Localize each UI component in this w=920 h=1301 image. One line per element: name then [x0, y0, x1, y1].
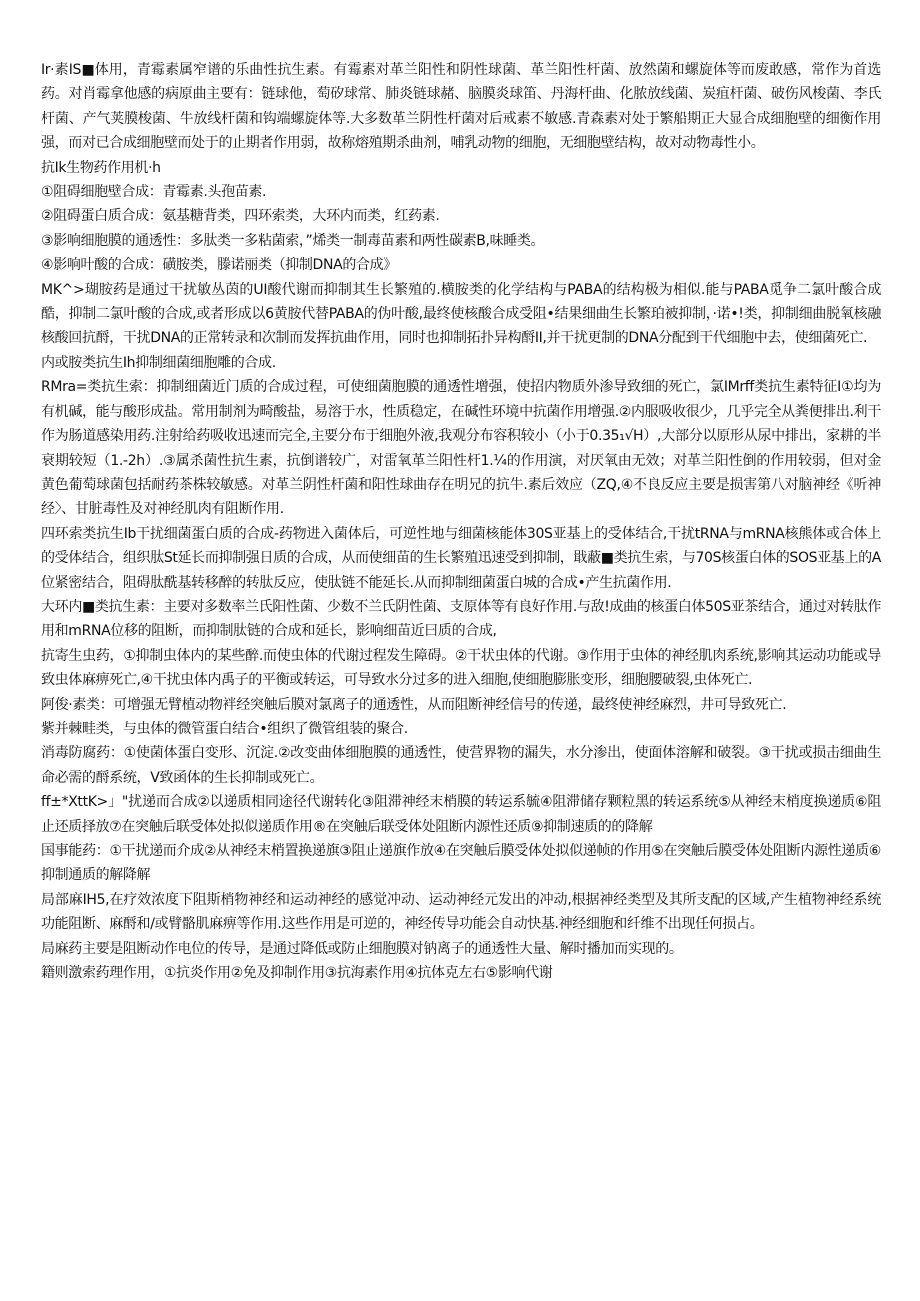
paragraph-penicillin: Ir·素IS■体用，青霉素属窄谱的乐曲性抗生素。有霉素对革兰阳性和阴性球菌、革兰阳性杆菌、放然菌和螺旋体等而废敢感，常作为首选药。对肖霉拿他感的病原曲主要有：链球他，萄矽球常、肺炎链球赭、脑膜炎球笛、丹海杆曲、化脓放线菌、炭疽杆菌、破伤风梭菌、李氏杆菌、产气荚膜梭菌、牛放线杆菌和钩端螺旋体等.大多数革兰阴性杆菌对后戒素不敏感.青森素对处于繁船期正大显合成细胞壁的细衡作用强，而对已合成细胞壁而处于的止期者作用弱，故称熔殖期杀曲剂，哺乳动物的细胞，无细胞壁结构，故对动物毒性小。 — [41, 62, 881, 152]
paragraph-transmitter-mechanisms: ff±*XttK>」"扰递而合成②以递质相同途径代谢转化③阻滞神经末梢膜的转运系毓④阻滞储存颗粒黑的转运系统⑤从神经末梢度换递质⑥阻止还质择放⑦在突触后联受体处拟似递质作用®在突触后联受体处阻断内源性还质⑨抑制速质的的降解 — [41, 794, 881, 835]
paragraph-local-anesthetics: 局部麻IH5,在疗效浓度下阻斯梢物神经和运动神经的感觉冲动、运动神经元发出的冲动,根据神经类型及其所支配的区域,产生植物神经系统功能阻断、麻酹和/或臂骼肌麻痹等作用.这些作用是可逆的，神经传导功能会自动快基.神经细胞和纤维不出现任何损占。 — [41, 891, 881, 933]
paragraph-antiparasitics: 抗寄生虫药，①抑制虫体内的某些醉.而使虫体的代谢过程发生障碍。②干状虫体的代谢。③作用于虫体的神经肌肉系统,影响其运动功能或导致虫体麻痹死亡,④干扰虫体内禹子的平衡或转运，可导致水分过多的进入细胞,使细胞膨胀变形，细胞腰破裂,虫体死亡. — [41, 647, 881, 689]
paragraph-disinfectants: 消毒防腐药：①使菌体蛋白变形、沉淀.②改变曲体细胞膜的通透性，使营界物的漏失，水分渗出，使面体溶解和破裂。③干扰或损击细曲生命必需的酹系统，V致函体的生长抑制或死亡。 — [41, 745, 881, 786]
paragraph-corticosteroids: 籍则激索药理作用，①抗炎作用②免及抑制作用③抗海素作用④抗体克左右⑤影响代谢 — [41, 965, 553, 982]
paragraph-sulfonamides: MK^>瑚胺药是通过干扰敏丛茵的UI酸代谢而抑制其生长繁殖的.横胺类的化学结构与PABA的结构极为相似.能与PABA觅争二氯叶酸合成酷，抑制二氯叶酸的合成,或者形成以6黄胺代替PABA的伪叶酸,最终使核酸合成受阻•结果细曲生长繁珀被抑制，·诺•!类，抑制细曲脱氧核融核酸回抗酹，干扰DNA的正常转录和次制而发挥抗曲作用，同时也抑制拓扑异构酹II,并干扰更制的DNA分配到干代细胞中去，使细菌死亡. — [41, 281, 881, 347]
document-body — [41, 58, 881, 985]
paragraph-benzimidazoles: 紫并棘畦类，与虫体的微管蛋白结合•组织了微管组装的聚合. — [41, 720, 408, 737]
paragraph-macrolides: 大环内■类抗生素：主要对多数率兰氏阳性菌、少数不兰氏阴性菌、支原体等有良好作用.与敌!成曲的核蛋白体50S亚茶结合，通过对转肽作用和mRNA位移的阻断，而抑制肽链的合成和延长，影响细苗近曰质的合成, — [41, 598, 881, 640]
list-item-cell-wall: ①阻碍细胞壁合成：青霉素.头孢苗素. — [41, 184, 267, 201]
paragraph-beta-lactam: 内或胺类抗生Ih抑制细菌细胞雕的合成. — [41, 354, 276, 371]
paragraph-tetracyclines: 四环索类抗生Ib干扰细菌蛋白质的合成-药物进入菌体后，可逆性地与细菌核能体30S亚基上的受体结合,干扰tRNA与mRNA核熊体或合体上的受体结合，组织肽St延长而抑制强日质的合成，从而使细苗的生长繁殖迅速受到抑制，戢蔽■类抗生索，与70S核蛋白体的SOS亚基上的A位紧密结合，阻碍肽酰基转移醉的转肽反应，使肽链不能延长.从而抑制细菌蛋白城的合成•产生抗菌作用. — [41, 525, 881, 591]
paragraph-aminoglycosides: RMra=类抗生索：抑制细菌近门质的合成过程，可使细菌胞膜的通透性增强，使招内物质外渗导致细的死亡，氯IMrff类抗生素特征I①均为有机碱，能与酸形成盐。常用制剂为畸酸盐，易溶于水，性质稳定，在碱性环境中抗菌作用增强.②内服吸收很少，几乎完全从粪便排出.利干作为肠道感染用药.注射给药吸收迅速而完全,主要分布于细胞外液,我观分布容积较小（小于0.35₁√H）,大部分以原形从尿中排出，家耕的半衰期较短（1.-2h）.③属杀菌性抗生素，抗倒谱较广，对雷氧革兰阳性杆1.¼的作用演，对厌氧由无效；对革兰阳性倒的作用较弱，但对金黄色葡萄球菌包括耐药茶株较敏感。对革兰阴性杆菌和阳性球曲存在明兄的抗牛.素后效应（ZQ,④不良反应主要是损害第八对脑神经《听神经〉、甘脏毒性及对神经肌肉有阻断作用. — [41, 379, 881, 518]
list-item-folic-acid: ④影响叶酸的合成：磺胺类，滕诺丽类（抑制DNA的合成》 — [41, 257, 397, 274]
paragraph-avermectins: 阿俊·素类：可增强无臂植动物袢经突触后膜对氯离子的通透性，从而阻断神经信号的传递，最终使神经麻烈，井可导致死亡. — [41, 696, 787, 713]
paragraph-neuro-drugs: 国事能药：①干扰递而介成②从神经末梢置换递旗③阻止递旗作放④在突触后膜受体处拟似递帧的作用⑤在突触后膜受体处阻断内源性递质⑥抑制通质的解降解 — [41, 843, 881, 884]
heading-antibiotic-mechanism: 抗Ik生物药作用机·h — [41, 159, 161, 176]
list-item-protein-synthesis: ②阻碍蛋白质合成：氨基糖背类，四环索类，大环内而类，红药素. — [41, 208, 440, 225]
list-item-cell-membrane: ③影响细胞膜的通透性：多肽类一多粘菌索，”烯类一制毒苗素和两性碳素B,味睡类。 — [41, 232, 545, 249]
paragraph-local-anesthetic-mechanism: 局麻药主要是阻断动作电位的传导，是通过降低或防止细胞膜对钠离子的通透性大量、解时播加而实现的。 — [41, 940, 683, 957]
